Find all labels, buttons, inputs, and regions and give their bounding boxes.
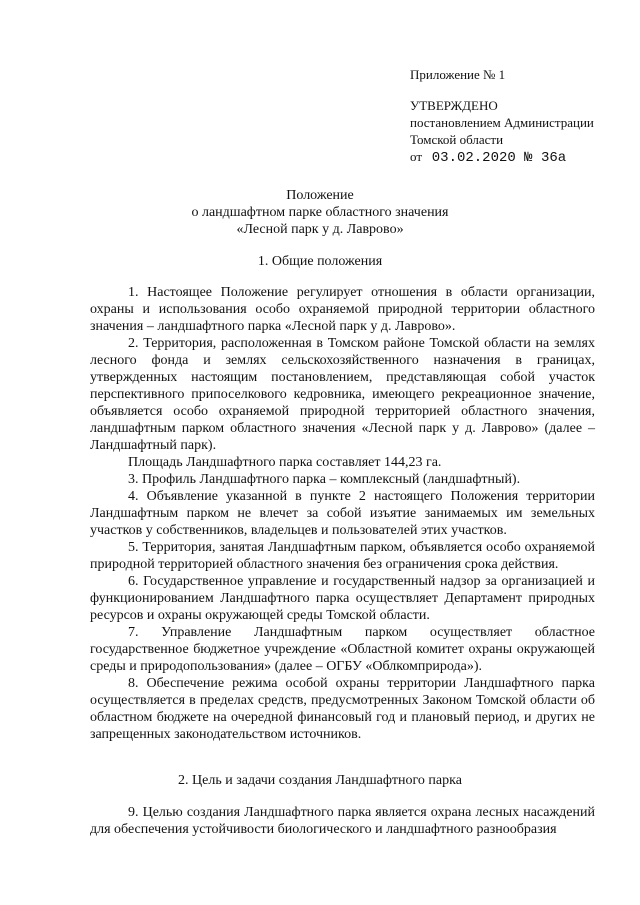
approval-block — [410, 66, 594, 167]
title-line-1: Положение — [286, 188, 354, 203]
paragraph: 7. Управление Ландшафтным парком осуществляет областное государственное бюджетное учреждение «Областной комитет охраны окружающей среды и природопользования» (далее – ОГБУ «Облкомприрода»). — [90, 625, 595, 674]
decree-line-1: постановлением Администрации — [410, 115, 594, 130]
paragraph: 8. Обеспечение режима особой охраны территории Ландшафтного парка осуществляется в пределах средств, предусмотренных Законом Томской области об областном бюджете на очередной финансовый год и плановый период, и других не запрещенных законодательством источников. — [90, 676, 595, 742]
paragraph: 5. Территория, занятая Ландшафтным парком, объявляется особо охраняемой природной территорией областного значения без ограничения срока действия. — [90, 540, 595, 572]
from-label: от — [410, 149, 423, 164]
approved-label: УТВЕРЖДЕНО — [410, 98, 498, 113]
section-2-heading: 2. Цель и задачи создания Ландшафтного парка — [178, 773, 462, 788]
paragraph: 3. Профиль Ландшафтного парка – комплексный (ландшафтный). — [128, 472, 521, 487]
section-1-heading: 1. Общие положения — [257, 254, 383, 269]
paragraph: 1. Настоящее Положение регулирует отношения в области организации, охраны и использования особо охраняемой природной территории областного значения – ландшафтного парка «Лесной парк у д. Лаврово». — [90, 285, 595, 334]
decree-date-number: 03.02.2020 № 36а — [431, 150, 567, 166]
title-line-3: «Лесной парк у д. Лаврово» — [236, 222, 404, 237]
title-line-2: о ландшафтном парке областного значения — [191, 205, 449, 220]
paragraph: 2. Территория, расположенная в Томском районе Томской области на землях лесного фонда и землях сельскохозяйственного назначения в границах, утвержденных настоящим постановлением, представляющая собой участок перспективного припоселкового кедровника, имеющего рекреационное значение, объявляется особо охраняемой природной территорией областного значения, ландшафтным парком областного значения «Лесной парк у д. Лаврово» (далее – Ландшафтный парк). — [90, 336, 595, 453]
decree-line-2: Томской области — [410, 132, 504, 147]
paragraph: 4. Объявление указанной в пункте 2 настоящего Положения территории Ландшафтным парком не влечет за собой изъятие занимаемых им земельных участков у собственников, владельцев и пользователей этих участков. — [90, 489, 595, 538]
document-title — [0, 187, 640, 238]
section-1-body — [90, 284, 595, 743]
appendix-label: Приложение № 1 — [410, 67, 506, 82]
paragraph: Площадь Ландшафтного парка составляет 144,23 га. — [128, 455, 442, 470]
section-2-body — [90, 804, 595, 838]
decree-date-line — [410, 148, 594, 167]
paragraph: 9. Целью создания Ландшафтного парка является охрана лесных насаждений для обеспечения устойчивости биологического и ландшафтного разнообразия — [90, 805, 595, 837]
paragraph: 6. Государственное управление и государственный надзор за организацией и функционированием Ландшафтного парка осуществляет Департамент природных ресурсов и охраны окружающей среды Томской области. — [90, 574, 595, 623]
